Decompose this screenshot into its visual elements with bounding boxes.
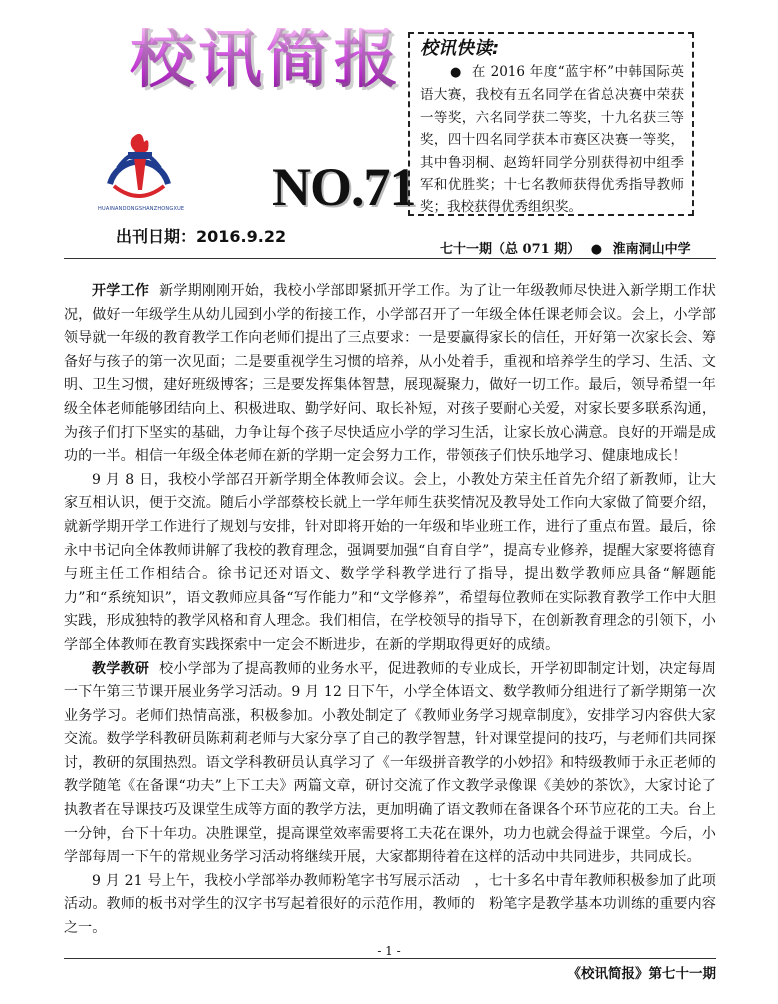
header-divider [64, 258, 716, 259]
paragraph-text: 新学期刚刚开始，我校小学部即紧抓开学工作。为了让一年级教师尽快进入新学期工作状况，做好一年级学生从幼儿园到小学的衔接工作，小学部召开了一年级全体任课老师会议。会上，小学部领导就一年级的教育教学工作向老师们提出了三点要求：一是要赢得家长的信任，开好第一次家长会、筹备好与孩子的第一次见面；二是要重视学生习惯的培养，从小处着手，重视和培养学生的学习、生活、文明、卫生习惯，建好班级博客；三是要发挥集体智慧，展现凝聚力，做好一切工作。最后，领导希望一年级全体老师能够团结向上、积极进取、勤学好问、取长补短，对孩子要耐心关爱，对家长要多联系沟通，为孩子们打下坚实的基础，力争让每个孩子尽快适应小学的学习生活，让家长放心满意。良好的开端是成功的一半。相信一年级全体老师在新的学期一定会努力工作，带领孩子们快乐地学习、健康地成长！ [64, 283, 716, 465]
masthead-title: 校讯简报 [130, 23, 402, 97]
issue-number: NO.71 [272, 157, 416, 217]
bullet-icon: ● [450, 65, 462, 80]
article-paragraph [64, 870, 716, 941]
publication-date: 出刊日期：2016.9.22 [116, 227, 287, 246]
paragraph-text: 9 月 21 号上午，我校小学部举办教师粉笔字书写展示活动 ，七十多名中青年教师积极参加了此项活动。教师的板书对学生的汉字书写起着很好的示范作用，教师的 粉笔字是教学基本功训练的重要内容之一。 [64, 872, 716, 937]
footer-divider [64, 958, 716, 959]
school-logo [98, 128, 185, 224]
section-lead: 开学工作 [92, 283, 150, 299]
news-flash-text [420, 61, 684, 219]
issue-line [440, 238, 691, 257]
issue-count: 七十一期（总 071 期） [440, 242, 581, 257]
news-flash-box [408, 32, 694, 216]
paragraph-text: 9 月 8 日，我校小学部召开新学期全体教师会议。会上，小教处方荣主任首先介绍了新教师，让大家互相认识，便于交流。随后小学部蔡校长就上一学年师生获奖情况及教导处工作向大家做了简要介绍，就新学期开学工作进行了规划与安排，针对即将开始的一年级和毕业班工作，进行了重点布置。最后，徐永中书记向全体教师讲解了我校的教育理念，强调要加强“自育自学”，提高专业修养，提醒大家要将德育与班主任工作相结合。徐书记还对语文、数学学科教学进行了指导，提出数学教师应具备“解题能力”和“系统知识”，语文教师应具备“写作能力”和“文学修养”，希望每位教师在实际教育教学工作中大胆实践，形成独特的教学风格和育人理念。我们相信，在学校领导的指导下，在创新教育理念的引领下，小学部全体教师在教育实践探索中一定会不断进步，在新的学期取得更好的成绩。 [64, 471, 716, 653]
logo-text: HUAINANDONGSHANZHONGXUE [98, 206, 185, 212]
article-paragraph [64, 658, 716, 870]
page-number: - 1 - [377, 944, 401, 958]
news-flash-body: 在 2016 年度“蓝宇杯”中韩国际英语大赛，我校有五名同学在省总决赛中荣获一等奖，六名同学获二等奖，十九名获三等奖，四十四名同学获本市赛区决赛一等奖，其中鲁羽桐、赵筠轩同学分别获得初中组季军和优胜奖；十七名教师获得优秀指导教师奖；我校获得优秀组织奖。 [420, 64, 684, 216]
bullet-icon: ● [590, 242, 603, 257]
news-flash-heading: 校讯快读: [420, 38, 500, 59]
article-paragraph [64, 469, 716, 658]
paragraph-text: 校小学部为了提高教师的业务水平，促进教师的专业成长，开学初即制定计划，决定每周一下午第三节课开展业务学习活动。9 月 12 日下午，小学全体语文、数学教师分组进行了新学期第一次业务学习。老师们热情高涨，积极参加。小教处制定了《教师业务学习规章制度》，安排学习内容供大家交流。数学学科教研员陈莉莉老师与大家分享了自己的教学智慧，针对课堂提问的技巧，与老师们共同探讨，教研的氛围热烈。语文学科教研员认真学习了《一年级拼音教学的小妙招》和特级教师于永正老师的教学随笔《在备课“功夫”上下工夫》两篇文章，研讨交流了作文教学录像课《美妙的茶饮》，大家讨论了执教者在导课技巧及课堂生成等方面的教学方法，更加明确了语文教师在备课各个环节应花的工夫。台上一分钟，台下十年功。决胜课堂，提高课堂效率需要将工夫花在课外，功力也就会得益于课堂。今后，小学部每周一下午的常规业务学习活动将继续开展，大家都期待着在这样的活动中共同进步，共同成长。 [64, 660, 716, 866]
article-body [64, 280, 716, 941]
section-lead: 教学教研 [92, 660, 150, 677]
school-name: 淮南洞山中学 [612, 242, 691, 257]
article-paragraph [64, 280, 716, 469]
footer-title: 《校讯简报》第七十一期 [567, 966, 716, 982]
